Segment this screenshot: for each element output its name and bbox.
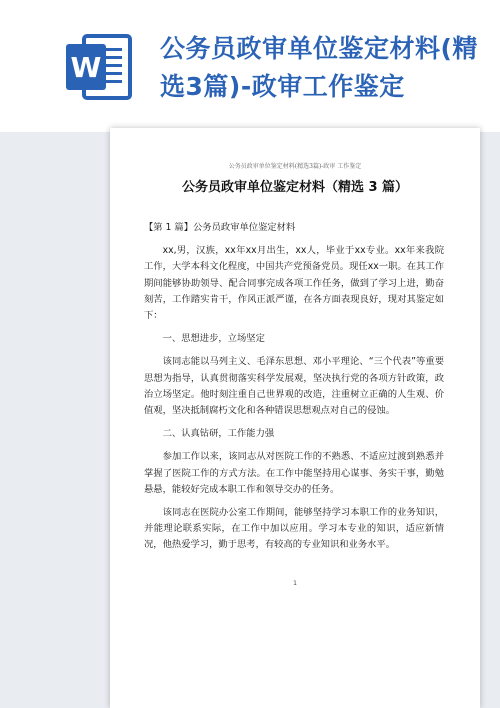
section-heading: 【第 1 篇】公务员政审单位鉴定材料 [144, 222, 296, 233]
body-paragraph: 该同志能以马列主义、毛泽东思想、邓小平理论、“三个代表”等重要思想为指导，认真贯彻落实科学发展观，坚决执行党的各项方针政策，政治立场坚定。他时刻注重自己世界观的改造，注重树立正确的人生观、价值观，坚决抵制腐朽文化和各种错误思想观点对自己的侵蚀。 [144, 356, 444, 417]
sub-heading: 一、思想进步，立场坚定 [162, 333, 265, 345]
sub-heading: 二、认真钻研，工作能力强 [162, 428, 275, 440]
document-page [110, 128, 480, 708]
body-paragraph: xx,男，汉族，xx年xx月出生，xx人，毕业于xx专业。xx年来我院工作，大学本科文化程度，中国共产党预备党员。现任xx一职。在其工作期间能够协助领导、配合同事完成各项工作任务，做到了学习上进，勤奋刻苦，工作踏实肯干，作风正派严谨，在各方面表现良好，现对其鉴定如下： [144, 245, 444, 322]
page-number: 1 [293, 580, 297, 587]
document-title: 公务员政审单位鉴定材料（精选 3 篇） [181, 180, 409, 195]
document-body [144, 220, 444, 561]
body-paragraph: 该同志在医院办公室工作期间，能够坚持学习本职工作的业务知识，并能理论联系实际，在工作中加以应用。学习本专业的知识，适应新情况，他热爱学习，勤于思考，有较高的专业知识和业务水平。 [144, 507, 444, 551]
banner-title: 公务员政审单位鉴定材料(精选3篇)-政审工作鉴定 [160, 34, 478, 101]
word-document-icon [62, 30, 136, 104]
word-icon-letter: W [70, 51, 102, 84]
page-header: 公务员政审单位鉴定材料(精选3篇)-政审 工作鉴定 [228, 163, 362, 170]
banner [0, 0, 500, 132]
body-paragraph: 参加工作以来，该同志从对医院工作的不熟悉、不适应过渡到熟悉并掌握了医院工作的方式方法。在工作中能坚持用心谋事、务实干事，勤勉悬悬，能较好完成本职工作和领导交办的任务。 [144, 451, 444, 495]
